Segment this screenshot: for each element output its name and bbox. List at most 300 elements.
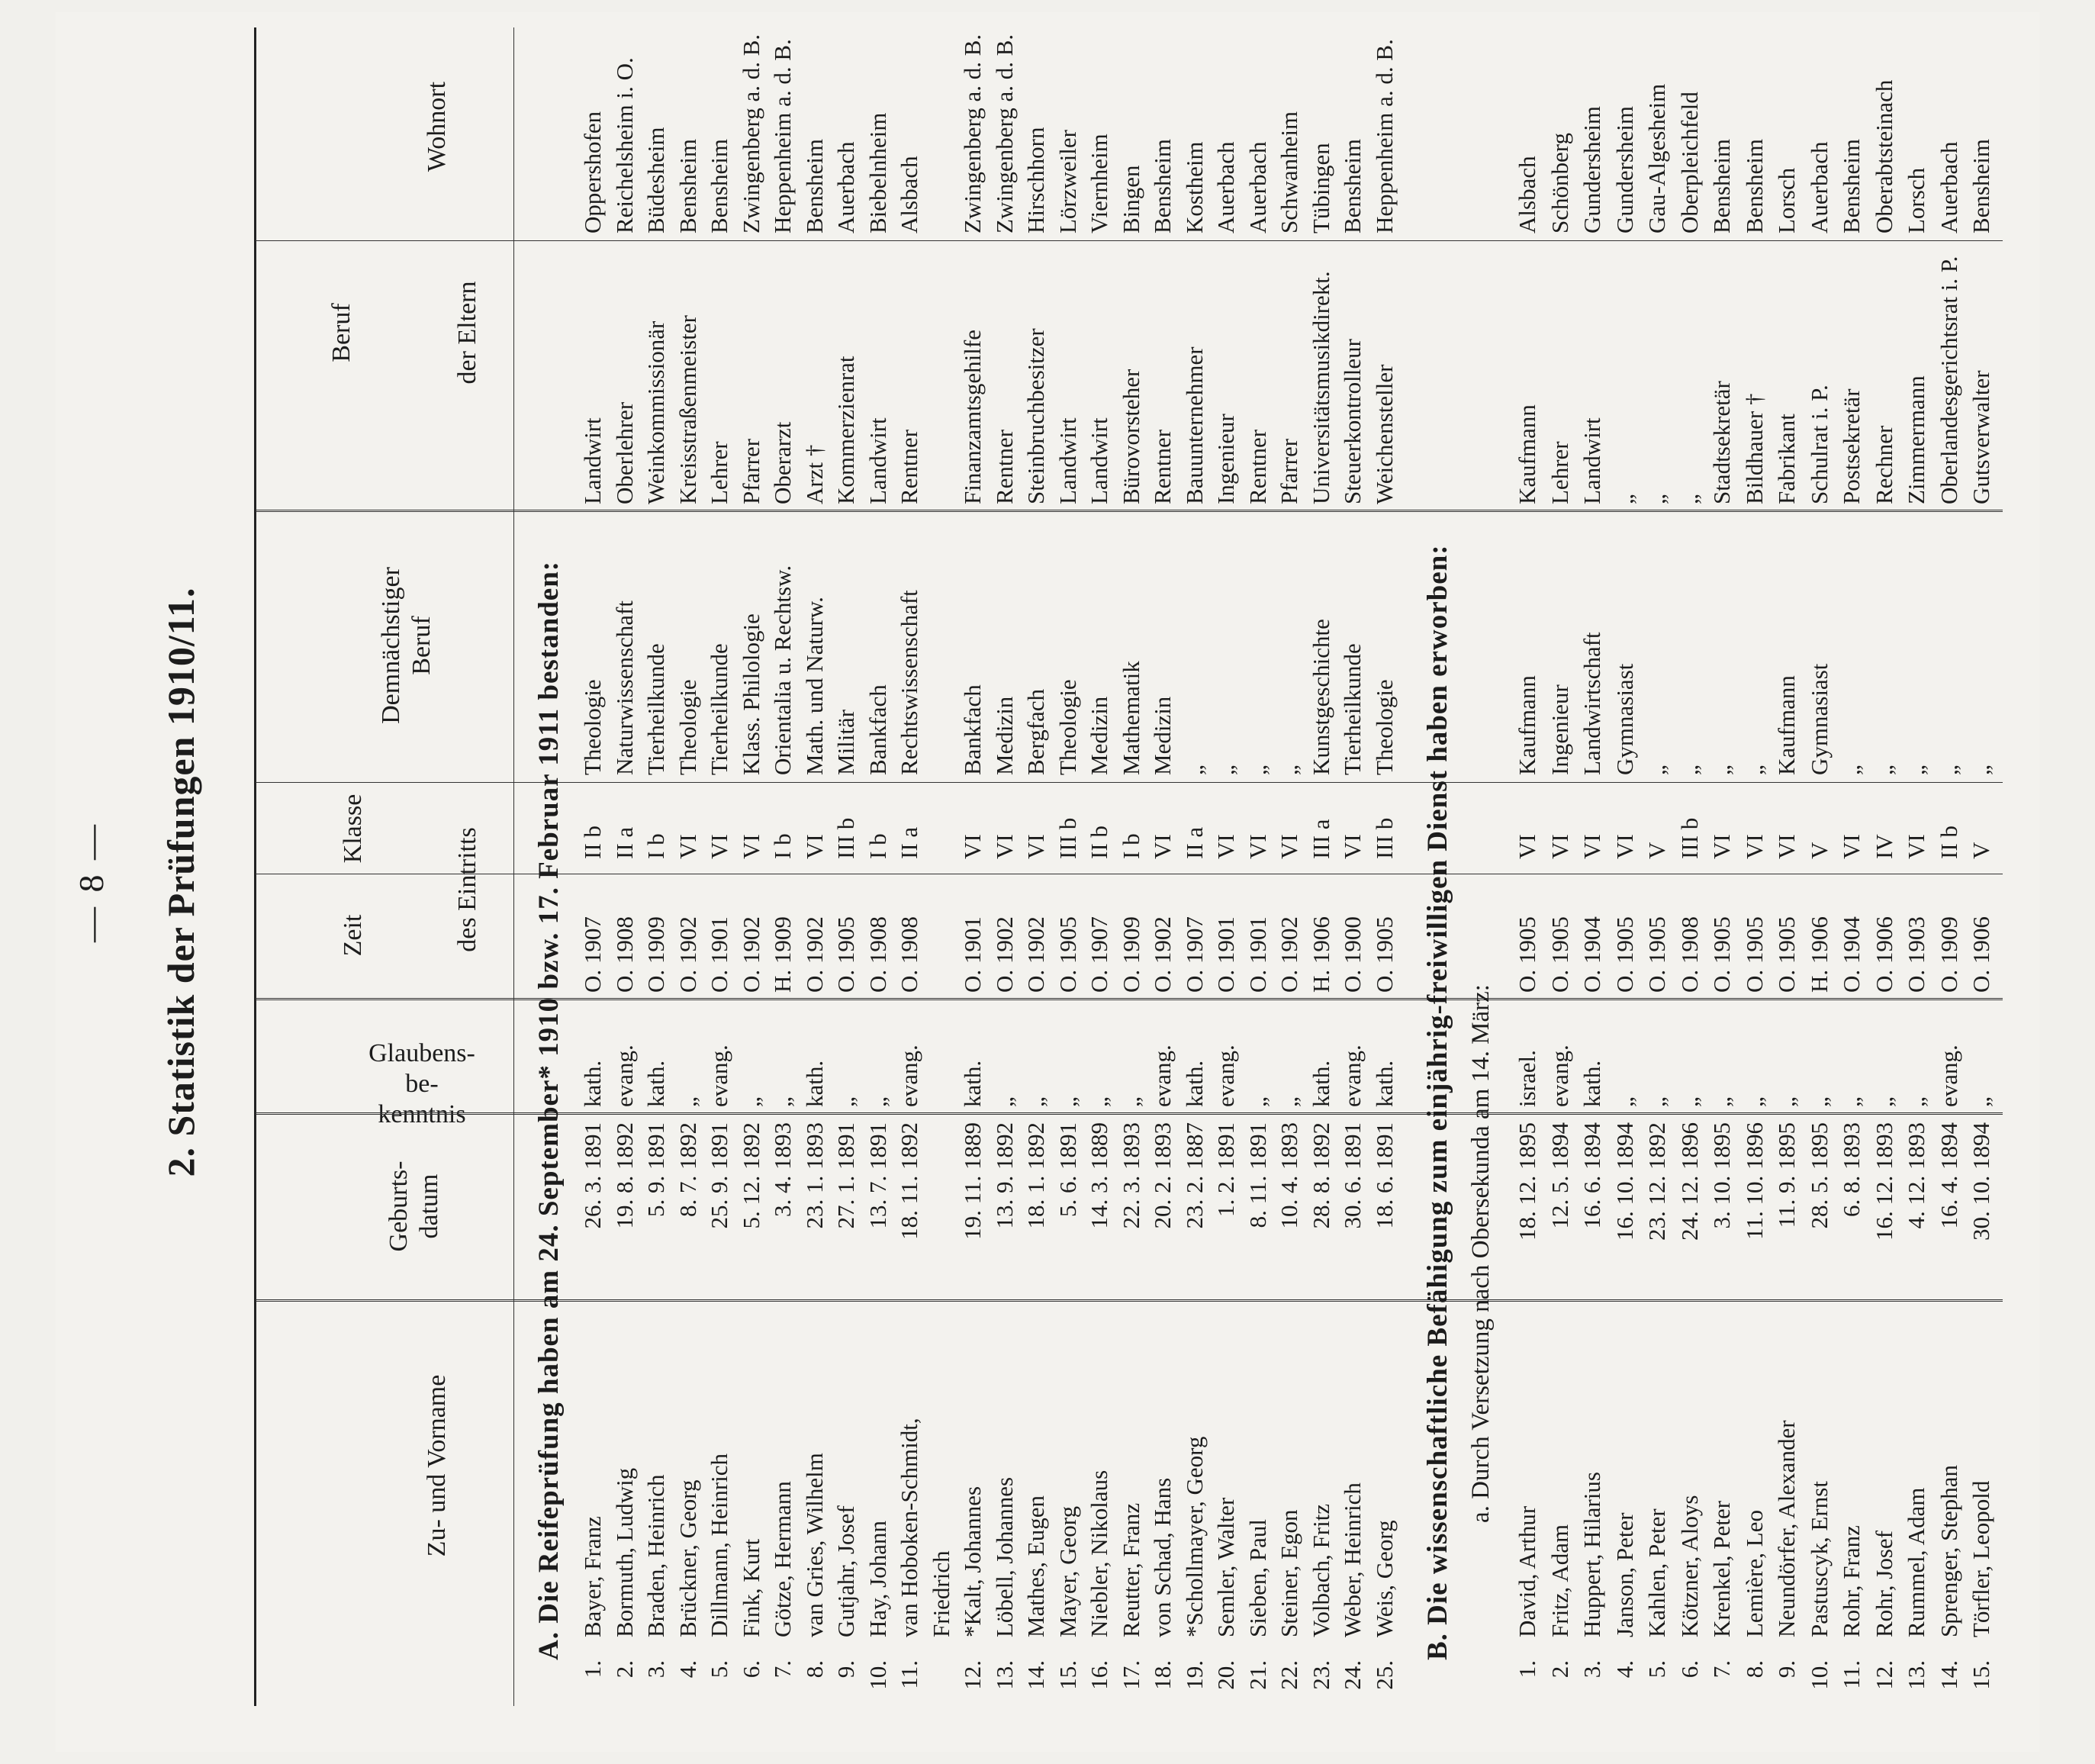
- row-demnaechst: Medizin: [1086, 696, 1112, 775]
- row-glauben: „: [1054, 1096, 1081, 1107]
- row-beruf: Landwirt: [1578, 417, 1605, 504]
- row-geburtsdatum: 16. 4. 1894: [1935, 1122, 1962, 1229]
- row-geburtsdatum: 20. 2. 1893: [1149, 1122, 1176, 1229]
- row-demnaechst: Klass. Philologie: [737, 613, 764, 775]
- row-name: Sieben, Paul: [1244, 1519, 1271, 1637]
- row-demnaechst: „: [1968, 765, 1994, 775]
- row-wohnort: Auerbach: [832, 141, 859, 233]
- row-zeit: O. 1908: [864, 916, 891, 993]
- row-zeit: O. 1905: [1514, 916, 1540, 993]
- row-klasse: III b: [832, 817, 859, 859]
- row-demnaechst: Tierheilkunde: [642, 643, 669, 775]
- row-wohnort: Bingen: [1117, 165, 1144, 233]
- table-top-rule: [254, 27, 256, 1706]
- row-name: Mayer, Georg: [1054, 1505, 1081, 1637]
- row-klasse: VI: [1838, 834, 1865, 859]
- row-wohnort: Kostheim: [1180, 141, 1208, 233]
- row-geburtsdatum: 5. 12. 1892: [737, 1122, 764, 1229]
- table-row: [1370, 12, 1399, 1752]
- row-glauben: kath.: [1578, 1060, 1605, 1107]
- row-geburtsdatum: 13. 7. 1891: [864, 1122, 891, 1229]
- table-row: [1117, 12, 1146, 1752]
- row-number: 8.: [800, 1660, 828, 1679]
- row-name: Kahlen, Peter: [1643, 1508, 1670, 1637]
- row-klasse: VI: [959, 834, 986, 859]
- row-name: van Gries, Wilhelm: [800, 1453, 828, 1637]
- row-geburtsdatum: 23. 1. 1893: [800, 1122, 828, 1229]
- row-geburtsdatum: 5. 9. 1891: [642, 1122, 669, 1217]
- row-number: 14.: [1935, 1660, 1962, 1690]
- table-row: [610, 12, 639, 1752]
- row-wohnort: Heppenheim a. d. B.: [769, 39, 796, 233]
- row-klasse: VI: [1244, 834, 1271, 859]
- row-geburtsdatum: 18. 12. 1895: [1514, 1122, 1540, 1241]
- row-klasse: VI: [1276, 834, 1302, 859]
- row-zeit: O. 1908: [610, 916, 638, 993]
- table-row: [1935, 12, 1964, 1752]
- row-zeit: O. 1905: [1708, 916, 1735, 993]
- row-beruf: Rechner: [1870, 425, 1897, 504]
- row-zeit: O. 1909: [1117, 916, 1144, 993]
- row-geburtsdatum: 27. 1. 1891: [832, 1122, 859, 1229]
- table-row: [578, 12, 607, 1752]
- table-row: [1244, 12, 1273, 1752]
- row-geburtsdatum: 11. 10. 1896: [1740, 1122, 1768, 1240]
- row-klasse: III b: [1675, 817, 1703, 859]
- row-demnaechst: Orientalia u. Rechtsw.: [769, 565, 796, 775]
- row-number: 17.: [1117, 1660, 1144, 1690]
- row-demnaechst: „: [1643, 765, 1670, 775]
- row-klasse: VI: [706, 834, 732, 859]
- row-geburtsdatum: 28. 8. 1892: [1307, 1122, 1334, 1229]
- row-glauben: „: [1903, 1096, 1929, 1107]
- header-name: Zu- und Vorname: [423, 1374, 451, 1557]
- row-geburtsdatum: 1. 2. 1891: [1212, 1122, 1239, 1217]
- row-geburtsdatum: 13. 9. 1892: [990, 1122, 1018, 1229]
- table-row: [1054, 12, 1083, 1752]
- row-glauben: kath.: [1370, 1060, 1398, 1107]
- row-wohnort: Auerbach: [1935, 141, 1962, 233]
- row-glauben: „: [1244, 1096, 1271, 1107]
- row-zeit: O. 1902: [737, 916, 764, 993]
- row-zeit: O. 1902: [1022, 916, 1049, 993]
- row-glauben: „: [674, 1096, 701, 1107]
- row-beruf: Landwirt: [864, 417, 891, 504]
- row-number: 23.: [1307, 1660, 1334, 1690]
- table-row: [1611, 12, 1640, 1752]
- row-geburtsdatum: 16. 10. 1894: [1611, 1122, 1638, 1241]
- row-number: 13.: [990, 1660, 1018, 1690]
- table-row: [674, 12, 703, 1752]
- header-zeit: Zeit: [339, 914, 367, 957]
- row-name: *Schollmayer, Georg: [1180, 1436, 1208, 1637]
- row-demnaechst: Kaufmann: [1514, 675, 1540, 775]
- row-demnaechst: „: [1276, 765, 1302, 775]
- row-zeit: O. 1907: [1180, 916, 1208, 993]
- row-name: Janson, Peter: [1611, 1512, 1638, 1637]
- row-beruf: Schulrat i. P.: [1805, 385, 1833, 504]
- table-row: [1870, 12, 1899, 1752]
- row-glauben: kath.: [959, 1060, 986, 1107]
- row-klasse: I b: [1117, 833, 1144, 859]
- row-glauben: „: [1838, 1096, 1865, 1107]
- row-name: Rummel, Adam: [1903, 1487, 1929, 1637]
- header-geburtsdatum: Geburts- datum: [385, 1160, 443, 1252]
- row-glauben: israel.: [1514, 1050, 1540, 1107]
- row-beruf: Bürovorsteher: [1117, 369, 1144, 504]
- row-number: 6.: [1675, 1660, 1703, 1679]
- row-demnaechst: „: [1180, 765, 1208, 775]
- row-name: Dillmann, Heinrich: [706, 1453, 732, 1637]
- row-glauben: kath.: [579, 1060, 606, 1107]
- row-demnaechst: Math. und Naturw.: [800, 597, 828, 775]
- row-geburtsdatum: 23. 2. 1887: [1180, 1122, 1208, 1229]
- row-zeit: O. 1905: [1773, 916, 1800, 993]
- row-wohnort: Reichelsheim i. O.: [610, 57, 638, 233]
- row-name: Braden, Heinrich: [642, 1474, 669, 1637]
- row-demnaechst: Rechtswissenschaft: [896, 590, 922, 775]
- row-zeit: O. 1901: [1244, 916, 1271, 993]
- row-glauben: „: [1773, 1096, 1800, 1107]
- row-geburtsdatum: 18. 1. 1892: [1022, 1122, 1049, 1229]
- row-glauben: „: [1805, 1096, 1833, 1107]
- row-zeit: O. 1905: [1740, 916, 1768, 993]
- row-demnaechst: Kaufmann: [1773, 675, 1800, 775]
- table-row: [864, 12, 893, 1752]
- row-glauben: „: [1086, 1096, 1112, 1107]
- row-wohnort: Auerbach: [1805, 141, 1833, 233]
- row-beruf: Postsekretär: [1838, 388, 1865, 504]
- row-beruf: Pfarrer: [1276, 438, 1302, 504]
- row-beruf: Lehrer: [1546, 441, 1573, 504]
- row-beruf: Gutsverwalter: [1968, 370, 1994, 504]
- row-zeit: O. 1902: [1276, 916, 1302, 993]
- table-row: [1275, 12, 1304, 1752]
- row-demnaechst: Theologie: [579, 679, 606, 775]
- row-klasse: VI: [1740, 834, 1768, 859]
- row-beruf: Fabrikant: [1773, 414, 1800, 504]
- row-wohnort: Bensheim: [1339, 139, 1366, 233]
- row-zeit: O. 1909: [1935, 916, 1962, 993]
- row-glauben: „: [1708, 1096, 1735, 1107]
- header-demnaechstiger-beruf: Demnächstiger Beruf: [377, 567, 436, 724]
- row-klasse: I b: [864, 833, 891, 859]
- row-zeit: O. 1904: [1578, 916, 1605, 993]
- row-number: 20.: [1212, 1660, 1239, 1690]
- row-number: 7.: [769, 1660, 796, 1679]
- row-klasse: VI: [1903, 834, 1929, 859]
- row-wohnort: Gundersheim: [1611, 105, 1638, 233]
- row-number: 2.: [1546, 1660, 1573, 1679]
- row-number: 24.: [1339, 1660, 1366, 1690]
- row-klasse: II a: [1180, 826, 1208, 859]
- row-wohnort: Bensheim: [674, 139, 701, 233]
- row-beruf: Rentner: [896, 429, 922, 504]
- row-number: 22.: [1276, 1660, 1302, 1690]
- row-wohnort: Bensheim: [1968, 139, 1994, 233]
- row-glauben: evang.: [1212, 1045, 1239, 1107]
- table-row: [1148, 12, 1177, 1752]
- section-a-heading: A. Die Reifeprüfung haben am 24. September* 1910 bzw. 17. Februar 1911 bestanden:: [533, 560, 565, 1660]
- row-glauben: kath.: [642, 1060, 669, 1107]
- row-wohnort: Bensheim: [1838, 139, 1865, 233]
- row-zeit: O. 1909: [642, 916, 669, 993]
- row-zeit: O. 1908: [896, 916, 922, 993]
- row-demnaechst: „: [1708, 765, 1735, 775]
- row-beruf: Ingenieur: [1212, 414, 1239, 504]
- row-beruf: Rentner: [1149, 429, 1176, 504]
- row-wohnort: Viernheim: [1086, 134, 1112, 233]
- row-demnaechst: „: [1935, 765, 1962, 775]
- table-row: [737, 12, 766, 1752]
- document-page: [56, 12, 2039, 1752]
- row-wohnort: Zwingenberg a. d. B.: [737, 34, 764, 233]
- row-number: 6.: [737, 1660, 764, 1679]
- row-wohnort: Alsbach: [1514, 156, 1540, 233]
- row-wohnort: Heppenheim a. d. B.: [1370, 39, 1398, 233]
- row-zeit: O. 1907: [1086, 916, 1112, 993]
- row-wohnort: Gundersheim: [1578, 105, 1605, 233]
- row-name: Weis, Georg: [1370, 1520, 1398, 1637]
- row-klasse: II b: [579, 826, 606, 859]
- row-zeit: O. 1905: [1643, 916, 1670, 993]
- row-zeit: O. 1902: [674, 916, 701, 993]
- row-demnaechst: Militär: [832, 709, 859, 775]
- header-wohnort: Wohnort: [423, 81, 451, 172]
- row-zeit: H. 1906: [1307, 916, 1334, 993]
- row-demnaechst: Tierheilkunde: [1339, 643, 1366, 775]
- row-geburtsdatum: 11. 9. 1895: [1773, 1122, 1800, 1228]
- row-demnaechst: Bankfach: [959, 684, 986, 775]
- row-geburtsdatum: 14. 3. 1889: [1086, 1122, 1112, 1229]
- row-number: 14.: [1022, 1660, 1049, 1690]
- row-wohnort: Bensheim: [1740, 139, 1768, 233]
- row-beruf: Zimmermann: [1903, 375, 1929, 504]
- row-glauben: evang.: [706, 1045, 732, 1107]
- page-title: 2. Statistik der Prüfungen 1910/11.: [159, 587, 202, 1177]
- row-geburtsdatum: 28. 5. 1895: [1805, 1122, 1833, 1229]
- row-number: 2.: [610, 1660, 638, 1679]
- row-geburtsdatum: 3. 10. 1895: [1708, 1122, 1735, 1229]
- row-glauben: evang.: [1339, 1045, 1366, 1107]
- row-klasse: VI: [1212, 834, 1239, 859]
- table-row: [1772, 12, 1801, 1752]
- row-zeit: O. 1906: [1968, 916, 1994, 993]
- row-wohnort: Schwanheim: [1276, 111, 1302, 233]
- table-row: [1180, 12, 1209, 1752]
- row-name: Sprenger, Stephan: [1935, 1464, 1962, 1637]
- row-zeit: O. 1905: [1370, 916, 1398, 993]
- row-klasse: I b: [642, 833, 669, 859]
- row-geburtsdatum: 30. 6. 1891: [1339, 1122, 1366, 1229]
- table-row: [642, 12, 671, 1752]
- row-geburtsdatum: 18. 6. 1891: [1370, 1122, 1398, 1229]
- header-klasse: Klasse: [339, 793, 367, 864]
- row-glauben: „: [1870, 1096, 1897, 1107]
- row-klasse: II b: [1086, 826, 1112, 859]
- row-glauben: „: [1740, 1096, 1768, 1107]
- row-zeit: O. 1904: [1838, 916, 1865, 993]
- row-geburtsdatum: 12. 5. 1894: [1546, 1122, 1573, 1229]
- row-glauben: evang.: [1546, 1045, 1573, 1107]
- table-row: [1707, 12, 1736, 1752]
- row-name: Reutter, Franz: [1117, 1502, 1144, 1637]
- table-row: [1022, 12, 1051, 1752]
- row-number: 7.: [1708, 1660, 1735, 1679]
- row-geburtsdatum: 30. 10. 1894: [1968, 1122, 1994, 1241]
- row-beruf: Arzt †: [800, 444, 828, 504]
- row-geburtsdatum: 5. 6. 1891: [1054, 1122, 1081, 1217]
- table-row: [1085, 12, 1114, 1752]
- row-wohnort: Oberabtsteinach: [1870, 79, 1897, 233]
- row-number: 4.: [1611, 1660, 1638, 1679]
- row-name: Lemière, Leo: [1740, 1510, 1768, 1637]
- row-name: Krenkel, Peter: [1708, 1500, 1735, 1637]
- row-zeit: O. 1905: [1054, 916, 1081, 993]
- row-geburtsdatum: 4. 12. 1893: [1903, 1122, 1929, 1229]
- table-row: [1967, 12, 1996, 1752]
- row-glauben: „: [832, 1096, 859, 1107]
- row-beruf: Rentner: [1244, 429, 1271, 504]
- row-klasse: IV: [1870, 834, 1897, 859]
- row-wohnort: Bensheim: [1708, 139, 1735, 233]
- row-glauben: „: [864, 1096, 891, 1107]
- row-number: 21.: [1244, 1660, 1271, 1690]
- row-demnaechst: Tierheilkunde: [706, 643, 732, 775]
- row-klasse: II a: [896, 826, 922, 859]
- row-beruf: „: [1643, 494, 1670, 504]
- row-geburtsdatum: 22. 3. 1893: [1117, 1122, 1144, 1229]
- row-zeit: H. 1906: [1805, 916, 1833, 993]
- row-geburtsdatum: 10. 4. 1893: [1276, 1122, 1302, 1229]
- row-beruf: Landwirt: [1054, 417, 1081, 504]
- row-beruf: Steinbruchbesitzer: [1022, 328, 1049, 504]
- table-row: [1675, 12, 1704, 1752]
- row-name: Semler, Walter: [1212, 1497, 1239, 1637]
- table-row: [895, 12, 924, 1752]
- row-zeit: O. 1905: [832, 916, 859, 993]
- page-number: — 8 —: [72, 822, 111, 942]
- header-des-eintritts: des Eintritts: [453, 827, 481, 952]
- row-name: Bormuth, Ludwig: [610, 1467, 638, 1637]
- row-number: 10.: [1805, 1660, 1833, 1690]
- row-glauben: „: [769, 1096, 796, 1107]
- row-number: 4.: [674, 1660, 701, 1679]
- row-wohnort: Auerbach: [1244, 141, 1271, 233]
- row-name: van Hoboken-Schmidt,: [896, 1418, 922, 1637]
- row-beruf: Weinkommissionär: [642, 320, 669, 504]
- row-geburtsdatum: 6. 8. 1893: [1838, 1122, 1865, 1217]
- row-number: 16.: [1086, 1660, 1112, 1690]
- row-wohnort: Zwingenberg a. d. B.: [990, 34, 1018, 233]
- row-beruf: Landwirt: [1086, 417, 1112, 504]
- row-geburtsdatum: 16. 6. 1894: [1578, 1122, 1605, 1229]
- row-beruf: „: [1675, 494, 1703, 504]
- row-beruf: Pfarrer: [737, 438, 764, 504]
- row-demnaechst: Mathematik: [1117, 661, 1144, 775]
- row-wohnort: Gau-Algesheim: [1643, 83, 1670, 233]
- row-geburtsdatum: 19. 8. 1892: [610, 1122, 638, 1229]
- row-name: David, Arthur: [1514, 1505, 1540, 1637]
- row-klasse: II b: [1935, 826, 1962, 859]
- row-wohnort: Schönberg: [1546, 132, 1573, 233]
- row-demnaechst: Medizin: [990, 696, 1018, 775]
- row-wohnort: Bensheim: [800, 139, 828, 233]
- row-beruf: Rentner: [990, 429, 1018, 504]
- row-geburtsdatum: 3. 4. 1893: [769, 1122, 796, 1217]
- row-zeit: O. 1902: [990, 916, 1018, 993]
- row-zeit: O. 1905: [1546, 916, 1573, 993]
- row-klasse: I b: [769, 833, 796, 859]
- row-wohnort: Hirschhorn: [1022, 127, 1049, 233]
- table-row: [1805, 12, 1834, 1752]
- row-glauben: „: [1117, 1096, 1144, 1107]
- table-row: [1643, 12, 1672, 1752]
- row-number: 19.: [1180, 1660, 1208, 1690]
- row-zeit: O. 1903: [1903, 916, 1929, 993]
- row-beruf: Steuerkontrolleur: [1339, 339, 1366, 504]
- row-beruf: Weichensteller: [1370, 364, 1398, 504]
- table-row: [1578, 12, 1607, 1752]
- row-name: Fritz, Adam: [1546, 1524, 1573, 1637]
- table-row: [1513, 12, 1542, 1752]
- row-name: Rohr, Josef: [1870, 1531, 1897, 1637]
- row-glauben: evang.: [1935, 1045, 1962, 1107]
- row-number: 12.: [1870, 1660, 1897, 1690]
- row-geburtsdatum: 19. 11. 1889: [959, 1122, 986, 1240]
- row-beruf: Finanzamtsgehilfe: [959, 330, 986, 504]
- row-name: Brückner, Georg: [674, 1479, 701, 1637]
- row-glauben: „: [990, 1096, 1018, 1107]
- row-klasse: VI: [1708, 834, 1735, 859]
- row-number: 3.: [1578, 1660, 1605, 1679]
- row-glauben: kath.: [1180, 1060, 1208, 1107]
- row-demnaechst: Ingenieur: [1546, 684, 1573, 775]
- row-name: Steiner, Egon: [1276, 1509, 1302, 1637]
- row-glauben: kath.: [1307, 1060, 1334, 1107]
- row-klasse: VI: [800, 834, 828, 859]
- table-row: [1902, 12, 1931, 1752]
- row-klasse: III b: [1370, 817, 1398, 859]
- row-klasse: VI: [990, 834, 1018, 859]
- row-demnaechst: Landwirtschaft: [1578, 632, 1605, 775]
- table-row: [1837, 12, 1866, 1752]
- row-demnaechst: „: [1675, 765, 1703, 775]
- row-klasse: VI: [1022, 834, 1049, 859]
- row-number: 5.: [706, 1660, 732, 1679]
- row-geburtsdatum: 23. 12. 1892: [1643, 1122, 1670, 1241]
- row-number: 18.: [1149, 1660, 1176, 1690]
- row-name: Fink, Kurt: [737, 1538, 764, 1637]
- row-zeit: O. 1902: [800, 916, 828, 993]
- row-number: 10.: [864, 1660, 891, 1690]
- row-glauben: evang.: [1149, 1045, 1176, 1107]
- row-beruf: Oberlandesgerichtsrat i. P.: [1935, 256, 1962, 504]
- table-row: [1307, 12, 1336, 1752]
- row-zeit: O. 1906: [1870, 916, 1897, 993]
- row-glauben: „: [1643, 1096, 1670, 1107]
- row-name: Törfler, Leopold: [1968, 1480, 1994, 1637]
- header-bottom-rule: [513, 27, 514, 1706]
- table-row: [1212, 12, 1241, 1752]
- table-row: [958, 12, 987, 1752]
- row-glauben: evang.: [896, 1045, 922, 1107]
- row-demnaechst: Medizin: [1149, 696, 1176, 775]
- row-glauben: „: [1611, 1096, 1638, 1107]
- row-glauben: „: [1968, 1096, 1994, 1107]
- row-demnaechst: Bankfach: [864, 684, 891, 775]
- row-geburtsdatum: 8. 11. 1891: [1244, 1122, 1271, 1228]
